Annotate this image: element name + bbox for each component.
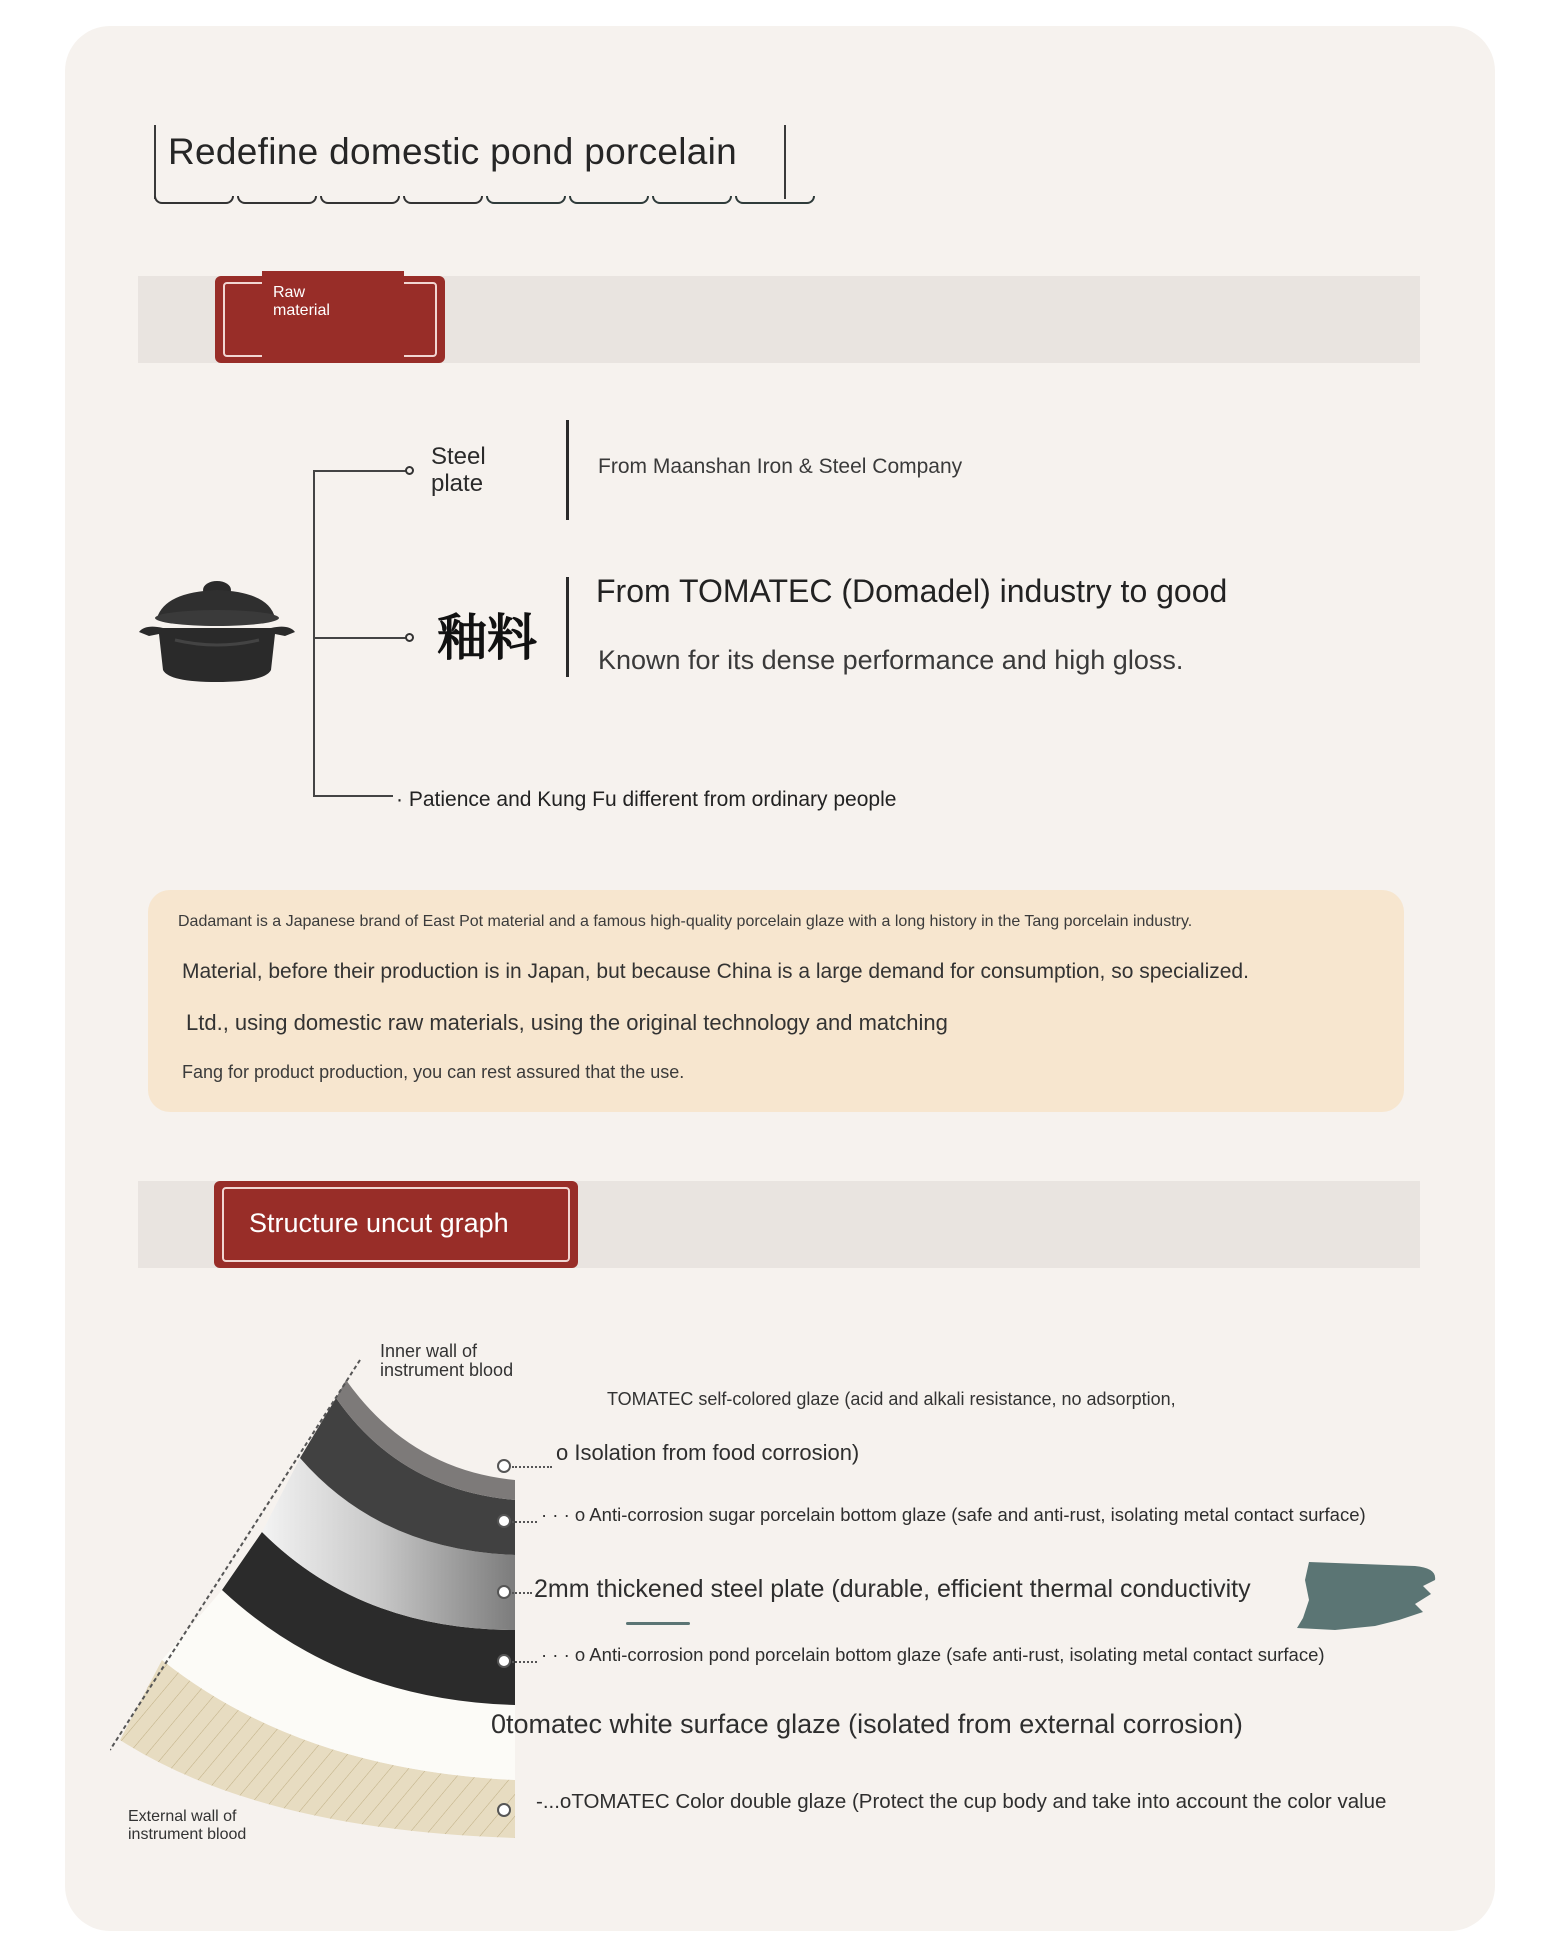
glaze-desc-sub: Known for its dense performance and high gloss. (598, 645, 1184, 675)
layer-cross-section (110, 1340, 530, 1860)
layer-dot (497, 1514, 511, 1528)
note-line-3: Ltd., using domestic raw materials, using the original technology and matching (186, 1010, 948, 1035)
layer-label-5: 0tomatec white surface glaze (isolated from external corrosion) (491, 1709, 1243, 1739)
layer-label-3: 2mm thickened steel plate (durable, efficient thermal conductivity (534, 1575, 1251, 1603)
layer-dot (497, 1459, 511, 1473)
raw-material-label-2: material (273, 302, 330, 319)
tree-node-dot (405, 633, 414, 642)
brush-stroke-decoration (1295, 1560, 1440, 1632)
layer-dot (497, 1654, 511, 1668)
structure-header: TOMATEC self-colored glaze (acid and alkali resistance, no adsorption, (607, 1389, 1176, 1409)
steel-plate-label-1: Steel (431, 443, 486, 470)
glaze-label: 釉料 (437, 608, 537, 667)
note-line-4: Fang for product production, you can rest assured that the use. (182, 1062, 685, 1082)
note-line-1: Dadamant is a Japanese brand of East Pot material and a famous high-quality porcelain glaze with a long history in the Tang porcelain industry. (178, 913, 1193, 930)
layer-label-1: o Isolation from food corrosion) (556, 1440, 860, 1465)
note-line-2: Material, before their production is in Japan, but because China is a large demand for consumption, so specialized. (182, 960, 1249, 983)
glaze-desc-main: From TOMATEC (Domadel) industry to good (596, 573, 1228, 609)
craft-desc: · Patience and Kung Fu different from ordinary people (396, 788, 897, 811)
outer-wall-label-1: External wall of (128, 1808, 237, 1825)
inner-wall-label-1: Inner wall of (380, 1341, 478, 1361)
structure-label: Structure uncut graph (249, 1208, 509, 1238)
inner-wall-label-2: instrument blood (380, 1360, 514, 1380)
layer-dot (497, 1585, 511, 1599)
layer-label-6: -...oTOMATEC Color double glaze (Protect the cup body and take into account the color value (536, 1790, 1387, 1813)
layer-dot (497, 1803, 511, 1817)
page-title: Redefine domestic pond porcelain (168, 131, 738, 172)
title-underline (154, 196, 815, 204)
tree-node-dot (405, 466, 414, 475)
layer-label-4: · · · o Anti-corrosion pond porcelain bottom glaze (safe anti-rust, isolating metal contact surface) (541, 1644, 1325, 1665)
outer-wall-label-2: instrument blood (128, 1826, 247, 1843)
cooking-pot-icon (135, 570, 300, 685)
raw-material-label-1: Raw (273, 284, 306, 301)
layer-label-2: · · · o Anti-corrosion sugar porcelain bottom glaze (safe and anti-rust, isolating metal contact surface) (541, 1504, 1366, 1525)
steel-plate-label-2: plate (431, 470, 484, 497)
steel-plate-desc: From Maanshan Iron & Steel Company (598, 455, 963, 478)
